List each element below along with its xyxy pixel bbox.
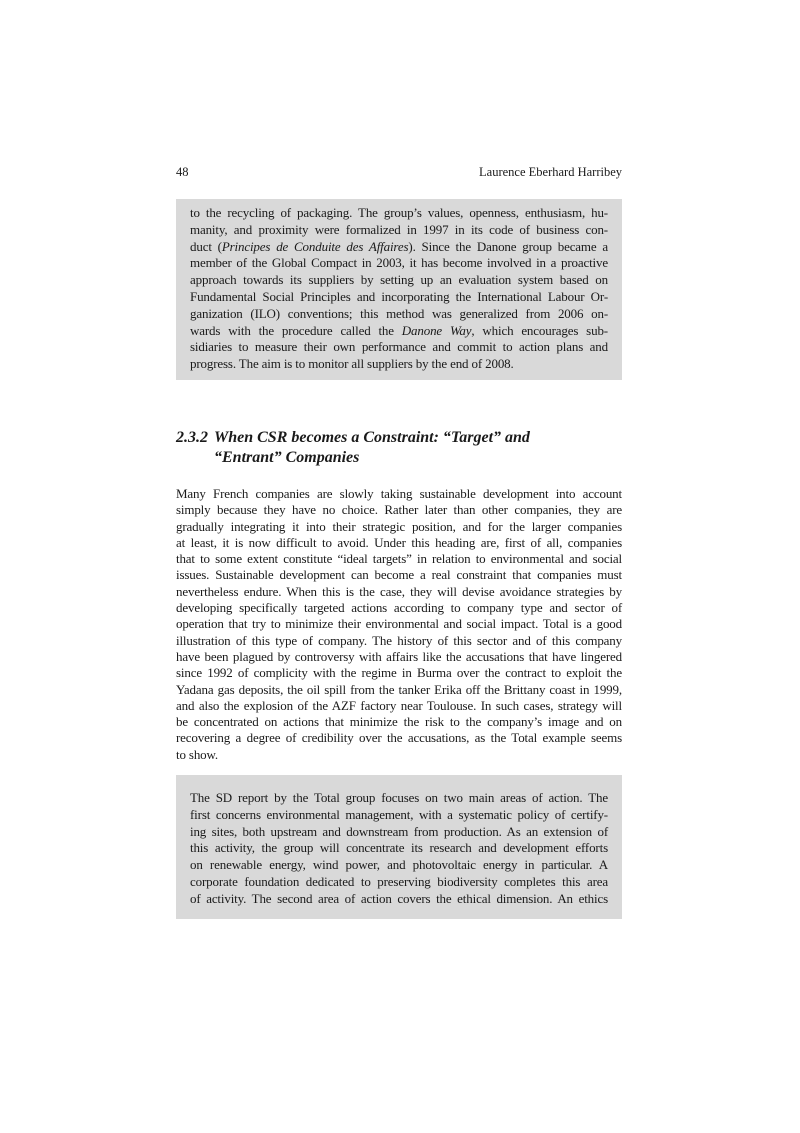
box1-line: Fundamental Social Principles and incorporating the International Labour Or- xyxy=(190,288,608,304)
section-heading xyxy=(176,428,622,468)
box1-line: to the recycling of packaging. The group’s values, openness, enthusiasm, hu- xyxy=(190,205,608,220)
body-line: operation that try to minimize their environmental and social impact. Total is a good xyxy=(176,616,622,632)
body-line: be concentrated on actions that minimize the risk to the company’s image and on xyxy=(176,714,622,730)
box1-line: duct (Principes de Conduite des Affaires). Since the Danone group became a xyxy=(190,238,609,254)
box2-line: on renewable energy, wind power, and photovoltaic energy in particular. A xyxy=(190,857,608,873)
body-line: gradually integrating it into their strategic position, and for the larger companies xyxy=(176,518,622,534)
body-line: simply because they have no choice. Rather later than other companies, they are xyxy=(176,502,622,518)
body-line: developing specifically targeted actions according to company type and sector of xyxy=(176,600,622,616)
body-line: nevertheless endure. When this is the case, they will devise avoidance strategies by xyxy=(176,583,622,599)
box1-line: wards with the procedure called the Danone Way, which encourages sub- xyxy=(190,322,608,338)
body-line: at least, it is now difficult to avoid. Under this heading are, first of all, companies xyxy=(176,534,622,550)
italic-title: Danone Way xyxy=(401,322,472,338)
page-number: 48 xyxy=(176,165,189,179)
body-line: Many French companies are slowly taking sustainable development into account xyxy=(176,486,622,501)
box2-line: first concerns environmental management, with a systematic policy of certify- xyxy=(190,806,608,822)
section-title-line2: “Entrant” Companies xyxy=(214,449,360,466)
body-line: illustration of this type of company. The history of this sector and of this company xyxy=(176,632,622,648)
box1-line: progress. The aim is to monitor all suppliers by the end of 2008. xyxy=(190,356,514,372)
box1-line: sidiaries to measure their own performance and commit to action plans and xyxy=(190,339,608,355)
body-line: that to some extent constitute “ideal targets” in relation to environmental and social xyxy=(176,551,622,567)
italic-title: Principes de Conduite des Affaires xyxy=(221,238,409,254)
body-line: since 1992 of complicity with the regime in Burma over the contract to exploit the xyxy=(176,665,622,681)
box1-line: approach towards its suppliers by setting up an evaluation system based on xyxy=(190,272,608,288)
running-head: Laurence Eberhard Harribey xyxy=(479,165,622,179)
box1-line: manity, and proximity were formalized in 1997 in its code of business con- xyxy=(190,221,608,237)
body-paragraph xyxy=(176,486,622,763)
box1-line: member of the Global Compact in 2003, it has become involved in a proactive xyxy=(190,255,608,271)
section-number: 2.3.2 xyxy=(176,429,208,446)
page-header xyxy=(176,165,622,181)
box2-line: corporate foundation dedicated to preserving biodiversity completes this area xyxy=(190,873,608,889)
highlight-box-danone xyxy=(176,199,622,380)
body-line: have been plagued by controversy with affairs like the accusations that have lingered xyxy=(176,648,622,664)
body-line: and also the explosion of the AZF factory near Toulouse. In such cases, strategy will xyxy=(176,697,622,713)
body-line: recovering a degree of credibility over the accusations, as the Total example seems xyxy=(176,730,622,746)
body-line: issues. Sustainable development can become a real constraint that companies must xyxy=(176,567,622,583)
box2-line: this activity, the group will concentrate its research and development efforts xyxy=(190,840,608,856)
box2-line: of activity. The second area of action covers the ethical dimension. An ethics xyxy=(190,890,608,906)
box1-line: ganization (ILO) conventions; this method was generalized from 2006 on- xyxy=(190,305,608,321)
box2-line: The SD report by the Total group focuses on two main areas of action. The xyxy=(190,790,608,805)
section-title-line1: When CSR becomes a Constraint: “Target” and xyxy=(214,429,530,446)
box2-line: ing sites, both upstream and downstream from production. As an extension of xyxy=(190,823,608,839)
body-line: Yadana gas deposits, the oil spill from the tanker Erika off the Brittany coast in 1999, xyxy=(176,681,622,697)
body-line: to show. xyxy=(176,746,219,762)
highlight-box-total xyxy=(176,775,622,919)
